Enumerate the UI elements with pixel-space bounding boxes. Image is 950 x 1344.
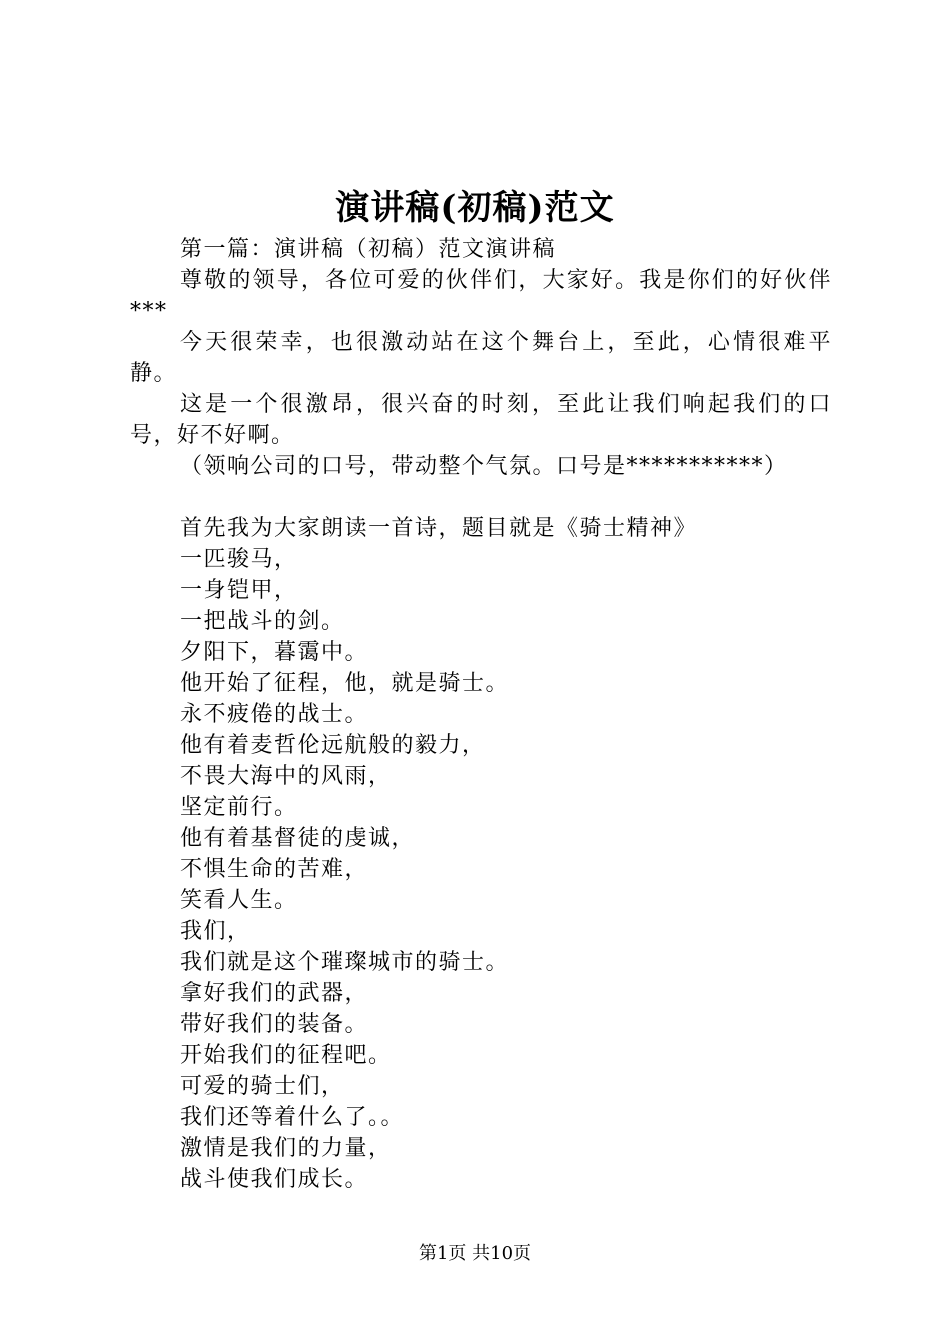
- paragraph: （领响公司的口号，带动整个气氛。口号是***********）: [180, 454, 788, 479]
- document-title: 演讲稿(初稿)范文: [335, 188, 615, 228]
- document-body: [130, 234, 832, 1195]
- poem-line: 不惧生命的苦难，: [180, 857, 369, 882]
- poem-line: 永不疲倦的战士。: [180, 702, 369, 727]
- poem-line: 带好我们的装备。: [180, 1012, 369, 1037]
- paragraph: 尊敬的领导，各位可爱的伙伴们，大家好。我是你们的好伙伴***: [130, 268, 832, 324]
- poem-line: 激情是我们的力量，: [180, 1136, 392, 1161]
- poem-line: 一匹骏马，: [180, 547, 298, 572]
- blank-line: [130, 482, 832, 513]
- poem-line: 我们，: [180, 919, 251, 944]
- poem-line: 坚定前行。: [180, 795, 298, 820]
- poem-line: 我们就是这个璀璨城市的骑士。: [180, 950, 510, 975]
- page-number-footer: 第1页 共10页: [418, 1243, 532, 1264]
- poem-line: 我们还等着什么了。。: [180, 1105, 405, 1130]
- poem-line: 开始我们的征程吧。: [180, 1043, 392, 1068]
- poem-line: 他开始了征程，他，就是骑士。: [180, 671, 510, 696]
- poem-line: 战斗使我们成长。: [180, 1167, 369, 1192]
- paragraph: 今天很荣幸，也很激动站在这个舞台上，至此，心情很难平静。: [130, 330, 832, 386]
- poem-line: 拿好我们的武器，: [180, 981, 369, 1006]
- poem-line: 一把战斗的剑。: [180, 609, 345, 634]
- poem-line: 可爱的骑士们，: [180, 1074, 345, 1099]
- poem-line: 笑看人生。: [180, 888, 298, 913]
- paragraph: 第一篇：演讲稿（初稿）范文演讲稿: [180, 237, 557, 262]
- poem-line: 一身铠甲，: [180, 578, 298, 603]
- paragraph: 这是一个很激昂，很兴奋的时刻，至此让我们响起我们的口号，好不好啊。: [130, 392, 832, 448]
- poem-line: 不畏大海中的风雨，: [180, 764, 392, 789]
- poem-line: 他有着基督徒的虔诚，: [180, 826, 416, 851]
- poem-line: 夕阳下，暮霭中。: [180, 640, 369, 665]
- poem-line: 他有着麦哲伦远航般的毅力，: [180, 733, 486, 758]
- paragraph: 首先我为大家朗读一首诗，题目就是《骑士精神》: [180, 516, 698, 541]
